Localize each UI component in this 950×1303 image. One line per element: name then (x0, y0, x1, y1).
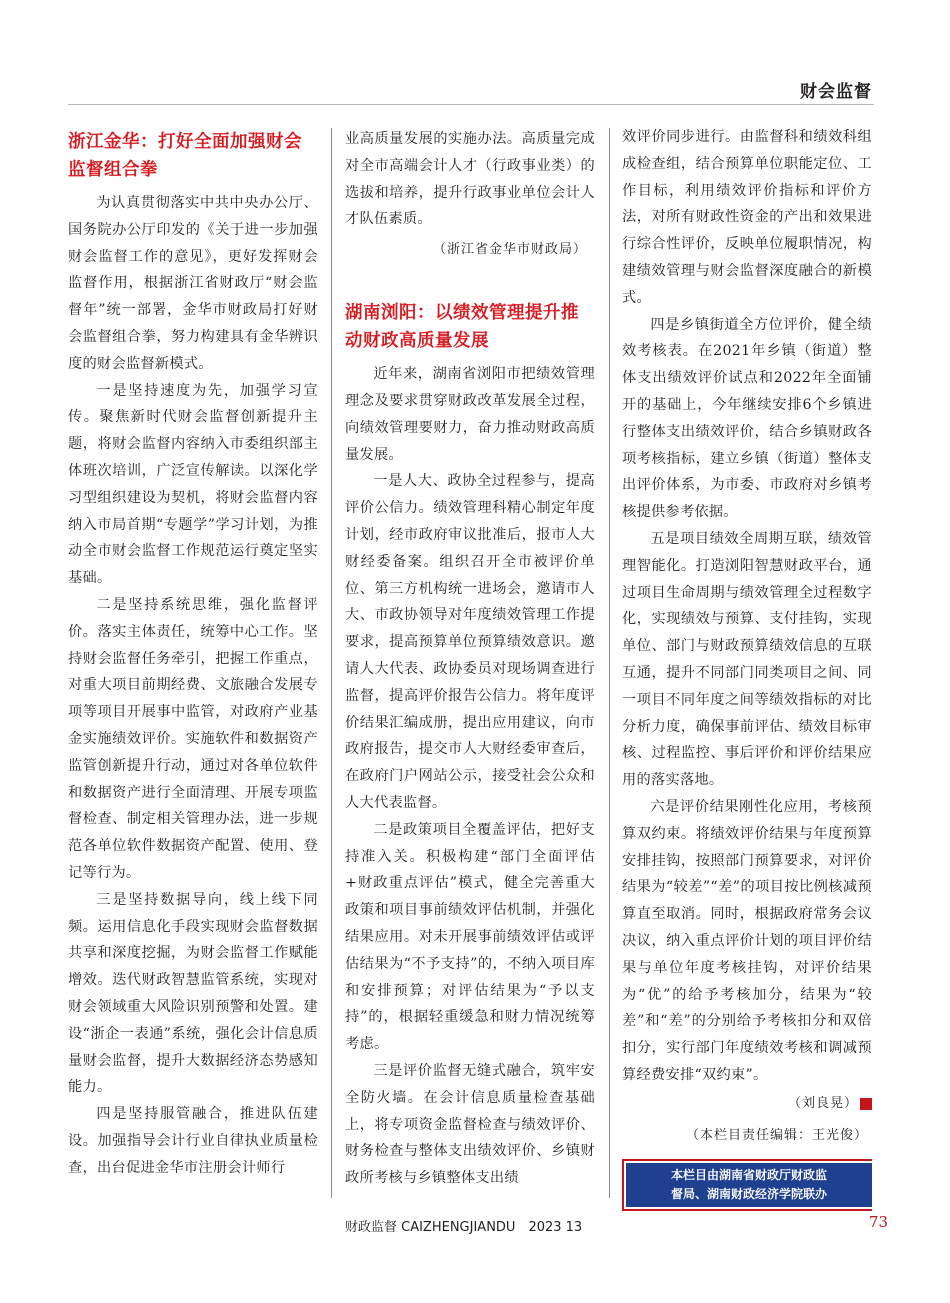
editor-credit: （本栏目责任编辑：王光俊） (685, 1127, 868, 1143)
article-2-paragraph: 二是政策项目全覆盖评估，把好支持准入关。积极构建“部门全面评估+财政重点评估”模式，健全完善重大政策和项目事前绩效评估机制，并强化结果应用。对未开展事前绩效评估或评估结果为“不予支持”的，不纳入项目库和安排预算；对评估结果为“予以支持”的，根据轻重缓急和财力情况统筹考虑。 (345, 821, 595, 1053)
article-1-paragraph: 一是坚持速度为先，加强学习宣传。聚焦新时代财会监督创新提升主题，将财会监督内容纳入市委组织部主体班次培训，广泛宣传解读。以深化学习型组织建设为契机，将财会监督内容纳入市局首期“专题学”学习计划，为推动全市财会监督工作规范运行奠定坚实基础。 (68, 382, 318, 587)
sponsor-line-2: 督局、湖南财政经济学院联办 (670, 1186, 827, 1201)
article-2-paragraph: 四是乡镇街道全方位评价，健全绩效考核表。在2021年乡镇（街道）整体支出绩效评价试点和2022年全面铺开的基础上，今年继续安排6个乡镇进行整体支出绩效评价，结合乡镇财政各项考核指标，建立乡镇（街道）整体支出评价体系，为市委、市政府对乡镇考核提供参考依据。 (622, 316, 872, 521)
article-2-paragraph: 六是评价结果刚性化应用，考核预算双约束。将绩效评价结果与年度预算安排挂钩，按照部门预算要求，对评价结果为“较差”“差”的项目按比例核减预算直至取消。同时，根据政府常务会议决议，纳入重点评价计划的项目评价结果与单位年度考核挂钩，对评价结果为“优”的给予考核加分，结果为“较差”和“差”的分别给予考核扣分和双倍扣分，实行部门年度绩效考核和调减预算经费安排“双约束”。 (622, 798, 872, 1083)
column-divider-2 (609, 128, 610, 1198)
article-2-paragraph-continued: 效评价同步进行。由监督科和绩效科组成检查组，结合预算单位职能定位、工作目标，利用绩效评价指标和评价方法，对所有财政性资金的产出和效果进行综合性评价，反映单位履职情况，构建绩效管理与财会监督深度融合的新模式。 (622, 129, 872, 306)
section-header: 财会监督 (800, 82, 872, 102)
sponsor-box (622, 1159, 872, 1211)
column-2 (345, 126, 595, 1192)
article-1-paragraph: 三是坚持数据导向，线上线下同频。运用信息化手段实现财会监督数据共享和深度挖掘，为财会监督工作赋能增效。迭代财政智慧监管系统，实现对财会领域重大风险识别预警和处置。建设“浙企一表通”系统，强化会计信息质量财会监督，提升大数据经济态势感知能力。 (68, 891, 318, 1096)
article-2-title: 湖南浏阳：以绩效管理提升推动财政高质量发展 (345, 303, 579, 352)
article-2-paragraph: 五是项目绩效全周期互联，绩效管理智能化。打造浏阳智慧财政平台，通过项目生命周期与绩效管理全过程数字化，实现绩效与预算、支付挂钩，实现单位、部门与财政预算绩效信息的互联互通，提升不同部门同类项目之间、同一项目不同年度之间等绩效指标的对比分析力度，确保事前评估、绩效目标审核、过程监控、事后评价和评价结果应用的落实落地。 (622, 530, 872, 789)
article-1-paragraph: 为认真贯彻落实中共中央办公厅、国务院办公厅印发的《关于进一步加强财会监督工作的意见》，更好发挥财会监督作用，根据浙江省财政厅“财会监督年”统一部署，金华市财政局打好财会监督组合拳，努力构建具有金华辨识度的财会监督新模式。 (68, 195, 318, 372)
article-1-paragraph-continued: 业高质量发展的实施办法。高质量完成对全市高端会计人才（行政事业类）的选拔和培养，提升行政事业单位会计人才队伍素质。 (345, 131, 595, 228)
sponsor-line-1: 本栏目由湖南省财政厅财政监 (670, 1167, 827, 1182)
article-1-signature: （浙江省金华市财政局） (432, 242, 587, 258)
article-2-paragraph: 近年来，湖南省浏阳市把绩效管理理念及要求贯穿财政改革发展全过程，向绩效管理要财力，奋力推动财政高质量发展。 (345, 366, 595, 463)
page-number: 73 (868, 1213, 888, 1231)
article-1-paragraph: 四是坚持服管融合，推进队伍建设。加强指导会计行业自律执业质量检查，出台促进金华市注册会计师行 (68, 1106, 318, 1176)
footer-journal: 财政监督 CAIZHENGJIANDU 2023 13 (345, 1220, 583, 1235)
column-divider-1 (331, 128, 332, 1198)
article-1-title: 浙江金华：打好全面加强财会监督组合拳 (68, 132, 302, 180)
header-divider (68, 104, 874, 105)
column-3 (622, 124, 872, 1211)
article-2-signature-row (622, 1091, 872, 1117)
article-2-signature: （刘良晃） (787, 1095, 858, 1111)
article-1-paragraph: 二是坚持系统思维，强化监督评价。落实主体责任，统筹中心工作。坚持财会监督任务牵引，把握工作重点，对重大项目前期经费、文旅融合发展专项等项目开展事中监管，对政府产业基金实施绩效评价。实施软件和数据资产监管创新提升行动，通过对各单位软件和数据资产进行全面清理、开展专项监督检查、制定相关管理办法，进一步规范各单位软件数据资产配置、使用、登记等行为。 (68, 596, 318, 881)
article-2-paragraph: 一是人大、政协全过程参与，提高评价公信力。绩效管理科精心制定年度计划，经市政府审议批准后，报市人大财经委备案。组织召开全市被评价单位、第三方机构统一进场会，邀请市人大、市政协领导对年度绩效管理工作提要求，提高预算单位预算绩效意识。邀请人大代表、政协委员对现场调查进行监督，提高评价报告公信力。将年度评价结果汇编成册，提出应用建议，向市政府报告，提交市人大财经委审查后，在政府门户网站公示，接受社会公众和人大代表监督。 (345, 473, 595, 811)
end-mark-icon (860, 1098, 872, 1110)
article-2-paragraph: 三是评价监督无缝式融合，筑牢安全防火墙。在会计信息质量检查基础上，将专项资金监督检查与绩效评价、财务检查与整体支出绩效评价、乡镇财政所考核与乡镇整体支出绩 (345, 1062, 595, 1187)
column-1 (68, 128, 318, 1181)
